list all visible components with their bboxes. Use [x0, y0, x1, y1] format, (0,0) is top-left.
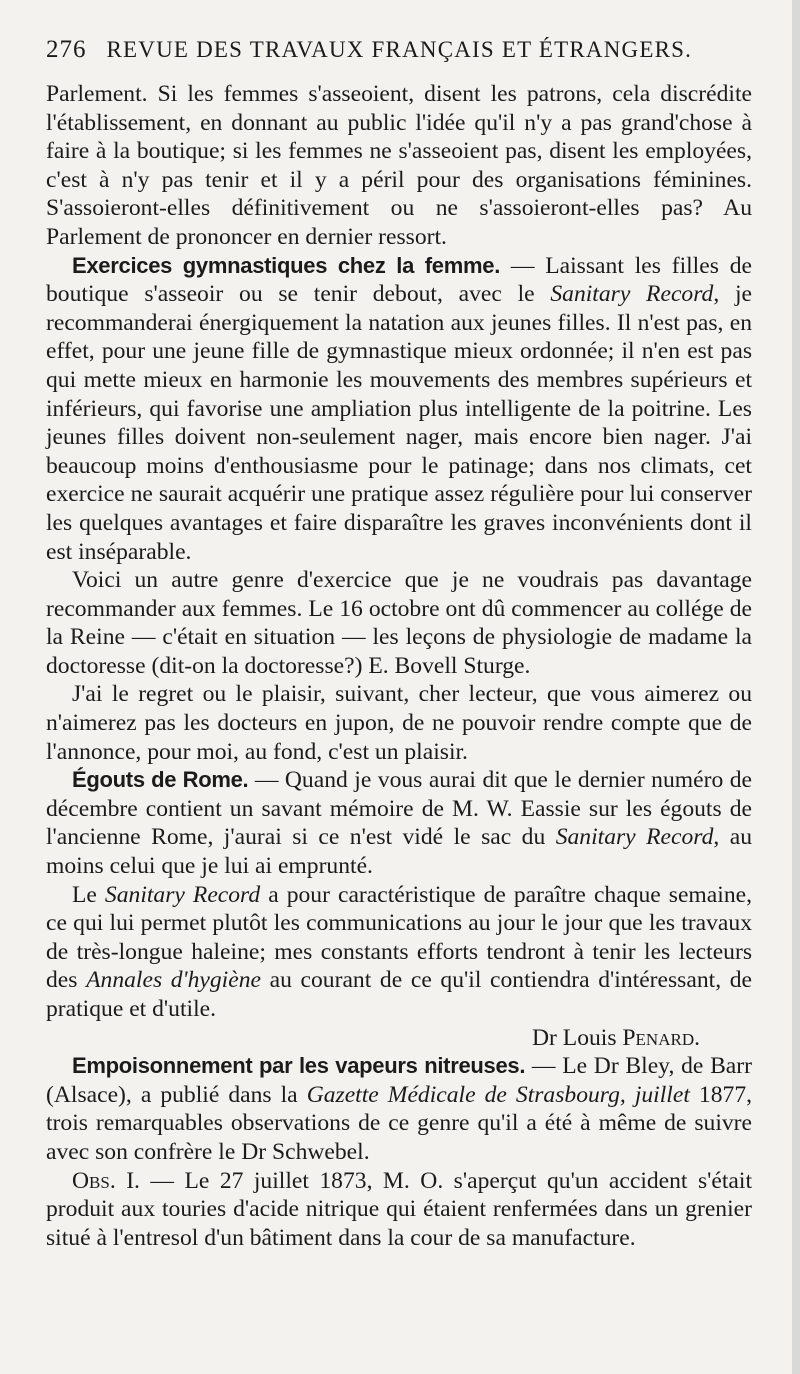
section-heading-egouts: Égouts de Rome.	[72, 767, 249, 793]
text-run: Le	[72, 881, 105, 908]
text-run: 1877, trois remarquables observations de ce genre qu'il a été à même de suivre avec son confrère le Dr Schwebel.	[46, 1081, 753, 1165]
author-signature	[46, 1024, 752, 1053]
paragraph-autre-genre	[46, 566, 752, 680]
paragraph-egouts	[46, 766, 752, 880]
observation-label: Obs.	[72, 1167, 116, 1194]
paragraph-empoisonnement	[46, 1052, 752, 1166]
section-heading-empoisonnement: Empoisonnement par les vapeurs nitreuses.	[72, 1053, 526, 1079]
text-run: , au moins celui que je lui ai emprunté.	[46, 824, 752, 880]
text-run: Parlement. Si les femmes s'asseoient, disent les patrons, cela discrédite l'établissement, en donnant au public l'idée qu'il n'y a pas grand'chose à faire à la boutique; si les femmes ne s'asseoient pas, disent les employées, c'est à n'y pas tenir et il y a péril pour des organisations féminines. S'assoieront-elles définitivement ou ne s'assoieront-elles pas? Au Parlement de prononcer en dernier ressort.	[46, 81, 752, 250]
text-run: a pour caractéristique de paraître chaque semaine, ce qui lui permet plutôt les communications au jour le jour que les travaux de très-longue haleine; mes constants efforts tendront à tenir les lecteurs des	[46, 881, 752, 994]
text-run: — Le Dr Bley, de Barr (Alsace), a publié dans la	[46, 1053, 752, 1108]
text-run: Voici un autre genre d'exercice que je ne voudrais pas davantage recommander aux femmes. Le 16 octobre ont dû commencer au collége de la Reine — c'était en situation — les leçons de physiologie de madame la doctoresse (dit-on la doctoresse?) E. Bovell Sturge.	[46, 567, 752, 679]
paragraph-parlement	[46, 80, 752, 252]
running-title: REVUE DES TRAVAUX FRANÇAIS ET ÉTRANGERS.	[106, 37, 693, 62]
running-header	[46, 36, 752, 80]
text-run: — Quand je vous aurai dit que le dernier numéro de décembre contient un savant mémoire de M. W. Eassie sur les égouts de l'ancienne Rome, j'aurai si ce n'est vidé le sac du	[46, 767, 752, 851]
journal-title: Sanitary Record	[555, 824, 714, 851]
journal-title: Sanitary Record	[550, 281, 714, 308]
text-run: J'ai le regret ou le plaisir, suivant, cher lecteur, que vous aimerez ou n'aimerez pas les docteurs en jupon, de ne pouvoir rendre compte que de l'annonce, pour moi, au fond, c'est un plaisir.	[46, 681, 752, 765]
text-run: — Laissant les filles de boutique s'asseoir ou se tenir debout, avec le	[46, 252, 752, 308]
journal-title: Annales d'hygiène	[86, 967, 261, 994]
author-name: Penard.	[622, 1024, 700, 1051]
text-run: Dr Louis	[531, 1024, 623, 1051]
paragraph-exercices	[46, 252, 752, 567]
text-run: I. — Le 27 juillet 1873, M. O. s'aperçut qu'un accident s'était produit aux touries d'acide nitrique qui étaient renfermées dans un grenier situé à l'entresol d'un bâtiment dans la cour de sa manufacture.	[46, 1167, 752, 1251]
page-number: 276	[46, 36, 87, 63]
section-heading-exercices: Exercices gymnastiques chez la femme.	[72, 252, 501, 278]
journal-title: Sanitary Record	[104, 881, 261, 908]
paragraph-observation-1	[46, 1167, 752, 1253]
article-body	[46, 80, 752, 1252]
text-run: au courant de ce qu'il contiendra d'intéressant, de pratique et d'utile.	[46, 967, 752, 1022]
paragraph-regret	[46, 680, 752, 766]
paragraph-sanitary-record	[46, 881, 752, 1024]
journal-title: Gazette Médicale de Strasbourg, juillet	[306, 1081, 690, 1108]
text-run: , je recommanderai énergiquement la natation aux jeunes filles. Il n'est pas, en effet, pour une jeune fille de gymnastique mieux ordonnée; il n'en est pas qui mette mieux en harmonie les mouvements des membres supérieurs et inférieurs, qui favorise une ampliation plus intelligente de la poitrine. Les jeunes filles doivent non-seulement nager, mais encore bien nager. J'ai beaucoup moins d'enthousiasme pour le patinage; dans nos climats, cet exercice ne saurait acquérir une pratique assez régulière pour lui conserver les quelques avantages et faire disparaître les graves inconvénients dont il est inséparable.	[46, 281, 753, 565]
